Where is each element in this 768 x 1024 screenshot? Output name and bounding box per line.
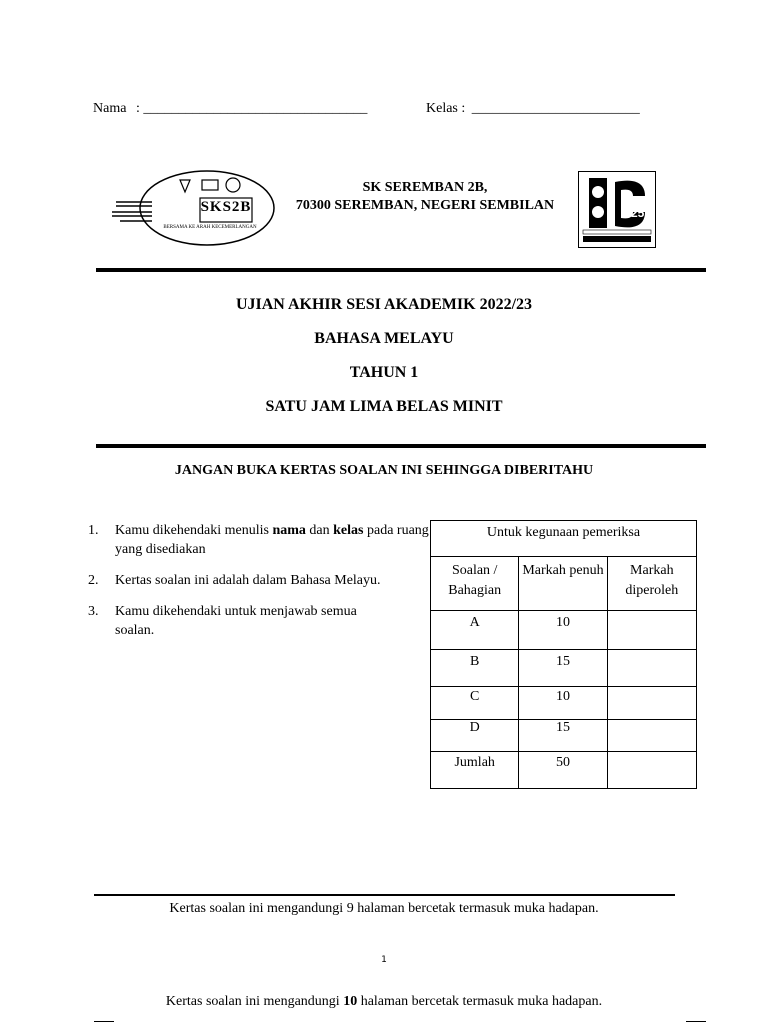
table-row [431, 720, 697, 752]
footer-note-9-pages: Kertas soalan ini mengandungi 9 halaman bercetak termasuk muka hadapan. [169, 901, 599, 916]
marks-table [430, 520, 697, 789]
corner-mark-right [686, 1021, 706, 1022]
nama-field [93, 101, 367, 117]
section-cell: A [431, 611, 519, 650]
obtained-marks-cell[interactable] [607, 650, 696, 687]
obtained-marks-cell[interactable] [607, 611, 696, 650]
instruction-text: Kamu dikehendaki menulis nama dan kelas pada ruang yang disediakan [115, 523, 429, 557]
badge-number: 25 [631, 206, 645, 220]
table-row [431, 650, 697, 687]
section-cell: D [431, 720, 519, 752]
instruction-number: 2. [88, 573, 99, 588]
school-name: SK SEREMBAN 2B, [362, 180, 488, 195]
nama-line: : ________________________________ [135, 101, 368, 116]
corner-mark-left [94, 1021, 114, 1022]
header-section: Soalan / Bahagian [431, 557, 519, 611]
table-row [431, 687, 697, 720]
exam-subject: BAHASA MELAYU [314, 330, 454, 347]
anniversary-badge [578, 171, 656, 248]
kelas-line: ________________________ [471, 101, 640, 116]
logo-motto: BERSAMA KE ARAH KECEMERLANGAN [163, 225, 257, 230]
instruction-2 [88, 571, 428, 591]
exam-year: TAHUN 1 [349, 364, 419, 381]
school-logo-icon [110, 168, 280, 248]
obtained-marks-cell[interactable] [607, 752, 696, 789]
full-marks-cell: 50 [519, 752, 607, 789]
table-caption: Untuk kegunaan pemeriksa [431, 521, 697, 557]
instruction-text: Kamu dikehendaki untuk menjawab semua soalan. [115, 604, 357, 638]
full-marks-cell: 15 [519, 650, 607, 687]
full-marks-cell: 10 [519, 687, 607, 720]
instruction-text: Kertas soalan ini adalah dalam Bahasa Melayu. [115, 573, 381, 588]
section-cell: Jumlah [431, 752, 519, 789]
obtained-marks-cell[interactable] [607, 687, 696, 720]
page-number: 1 [381, 955, 387, 965]
school-logo [110, 168, 280, 248]
instruction-1 [88, 521, 428, 561]
instruction-3 [88, 602, 428, 642]
instruction-number: 3. [88, 604, 99, 619]
kelas-field [426, 101, 640, 117]
section-cell: B [431, 650, 519, 687]
nama-label: Nama [93, 101, 127, 116]
school-address: 70300 SEREMBAN, NEGERI SEMBILAN [295, 198, 555, 213]
title-divider [96, 444, 706, 448]
header-full-marks: Markah penuh [519, 557, 607, 611]
logo-text: SKS2B [200, 199, 252, 215]
footer-note-10-pages: Kertas soalan ini mengandungi 10 halaman bercetak termasuk muka hadapan. [165, 994, 603, 1009]
instruction-number: 1. [88, 523, 99, 538]
exam-warning: JANGAN BUKA KERTAS SOALAN INI SEHINGGA DIBERITAHU [174, 463, 594, 478]
table-row-total [431, 752, 697, 789]
kelas-label: Kelas : [426, 101, 466, 116]
section-cell: C [431, 687, 519, 720]
footer-divider [94, 894, 675, 896]
full-marks-cell: 10 [519, 611, 607, 650]
obtained-marks-cell[interactable] [607, 720, 696, 752]
header-divider [96, 268, 706, 272]
exam-title: UJIAN AKHIR SESI AKADEMIK 2022/23 [235, 296, 533, 313]
header-obtained-marks: Markah diperoleh [607, 557, 696, 611]
full-marks-cell: 15 [519, 720, 607, 752]
exam-duration: SATU JAM LIMA BELAS MINIT [265, 398, 503, 415]
table-row [431, 611, 697, 650]
